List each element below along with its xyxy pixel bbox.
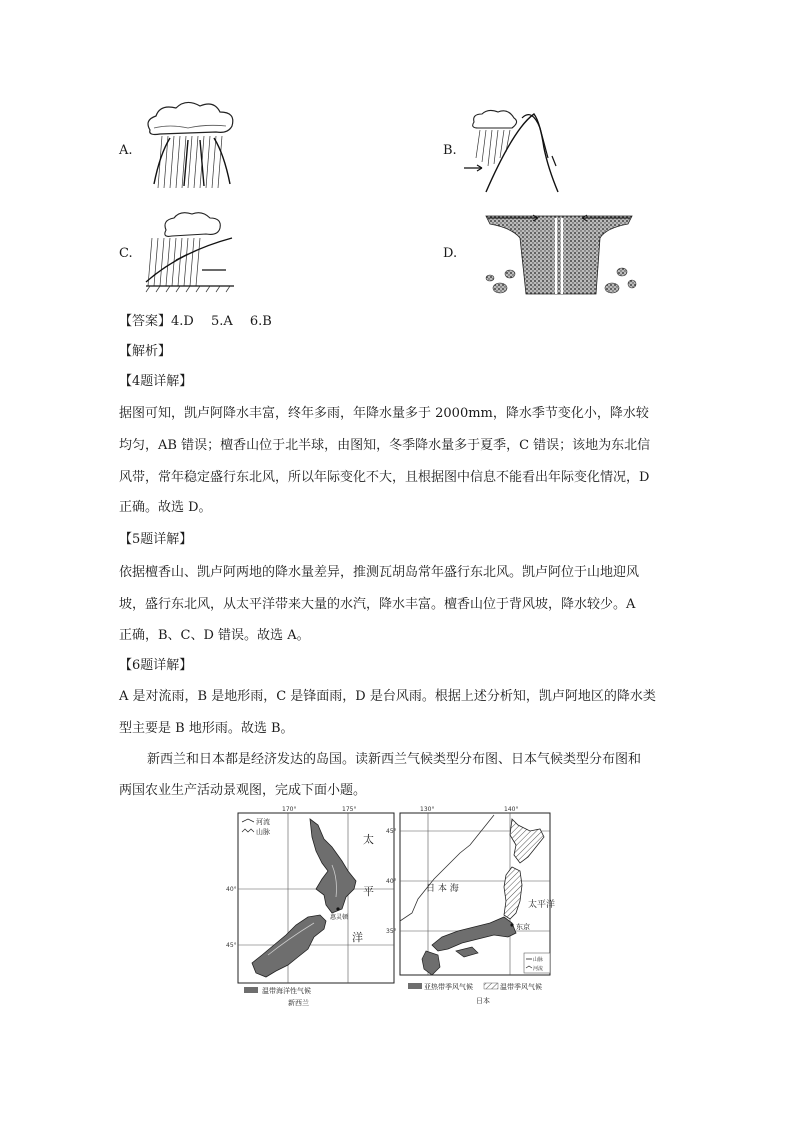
jp-legend-river: 河流 bbox=[533, 966, 544, 972]
frontal-rain-figure bbox=[140, 210, 240, 298]
q6-heading: 【6题详解】 bbox=[119, 658, 193, 673]
q5-line-2: 坡，盛行东北风，从太平洋带来大量的水汽，降水丰富。檀香山位于背风坡，降水较少。A bbox=[119, 597, 636, 612]
nz-climate-swatch bbox=[244, 987, 258, 993]
option-c-label: C. bbox=[119, 246, 133, 261]
jp-legend-subtropical: 亚热带季风气候 bbox=[424, 983, 473, 991]
nz-lon-175: 175° bbox=[342, 806, 357, 813]
typhoon-rain-figure bbox=[478, 208, 640, 300]
q4-line-3: 风带，常年稳定盛行东北风，所以年际变化不大，且根据图中信息不能看出年际变化情况，D bbox=[119, 470, 650, 485]
q4-heading: 【4题详解】 bbox=[119, 374, 193, 389]
tokyo-dot-icon bbox=[510, 923, 513, 926]
answer-line: 【答案】4.D 5.A 6.B bbox=[119, 314, 272, 329]
q5-heading: 【5题详解】 bbox=[119, 532, 193, 547]
q4-line-2: 均匀，AB 错误；檀香山位于北半球，由图知，冬季降水量多于夏季，C 错误；该地为东北信 bbox=[119, 438, 651, 453]
jp-lon-130: 130° bbox=[420, 806, 435, 813]
option-d-label: D. bbox=[443, 246, 458, 261]
jp-subtropical-swatch bbox=[408, 983, 422, 989]
intro-line-1: 新西兰和日本都是经济发达的岛国。读新西兰气候类型分布图、日本气候类型分布图和 bbox=[147, 752, 642, 767]
q4-line-1: 据图可知，凯卢阿降水丰富，终年多雨，年降水量多于 2000mm，降水季节变化小，降水较 bbox=[119, 406, 649, 421]
jp-lat-35: 35° bbox=[386, 928, 397, 935]
jp-legend-temperate: 温带季风气候 bbox=[500, 983, 542, 991]
jp-ocean-label: 太平洋 bbox=[528, 900, 556, 910]
nz-lon-170: 170° bbox=[282, 806, 297, 813]
jp-legend-mountain: 山脉 bbox=[533, 957, 544, 963]
nz-legend-river: 河流 bbox=[256, 818, 270, 826]
nz-city-wellington: 惠灵顿 bbox=[330, 914, 349, 921]
analysis-heading: 【解析】 bbox=[119, 344, 172, 359]
japan-climate-map bbox=[386, 805, 578, 1011]
jp-lat-40: 40° bbox=[386, 878, 397, 885]
jp-sea-label: 日 本 海 bbox=[426, 884, 459, 894]
option-a-label: A. bbox=[119, 143, 133, 158]
nz-climate-legend: 温带海洋性气候 bbox=[262, 987, 311, 995]
nz-caption: 新西兰 bbox=[288, 999, 309, 1007]
convection-rain-figure bbox=[140, 98, 245, 193]
q6-line-2: 型主要是 B 地形雨。故选 B。 bbox=[119, 721, 294, 736]
q5-line-3: 正确，B、C、D 错误。故选 A。 bbox=[119, 628, 310, 643]
q5-line-1: 依据檀香山、凯卢阿两地的降水量差异，推测瓦胡岛常年盛行东北风。凯卢阿位于山地迎风 bbox=[119, 565, 640, 580]
intro-line-2: 两国农业生产活动景观图，完成下面小题。 bbox=[119, 783, 367, 798]
new-zealand-climate-map bbox=[228, 805, 398, 1011]
jp-lat-45: 45° bbox=[386, 828, 397, 835]
nz-lat-40: 40° bbox=[226, 886, 237, 893]
jp-temperate-swatch bbox=[484, 983, 498, 989]
orographic-rain-figure bbox=[462, 108, 562, 196]
nz-legend-mountain: 山脉 bbox=[256, 828, 270, 836]
wellington-dot-icon bbox=[336, 907, 339, 910]
jp-lon-140: 140° bbox=[504, 806, 519, 813]
nz-lat-45: 45° bbox=[226, 942, 237, 949]
q6-line-1: A 是对流雨，B 是地形雨，C 是锋面雨，D 是台风雨。根据上述分析知，凯卢阿地区的降水类 bbox=[119, 689, 656, 704]
option-b-label: B. bbox=[443, 143, 457, 158]
nz-ocean-char-2: 平 bbox=[363, 885, 374, 898]
jp-city-tokyo: 东京 bbox=[516, 923, 530, 931]
nz-ocean-char-3: 洋 bbox=[352, 931, 363, 944]
q4-line-4: 正确。故选 D。 bbox=[119, 500, 212, 515]
jp-caption: 日本 bbox=[476, 997, 490, 1005]
nz-ocean-char-1: 太 bbox=[363, 833, 374, 846]
